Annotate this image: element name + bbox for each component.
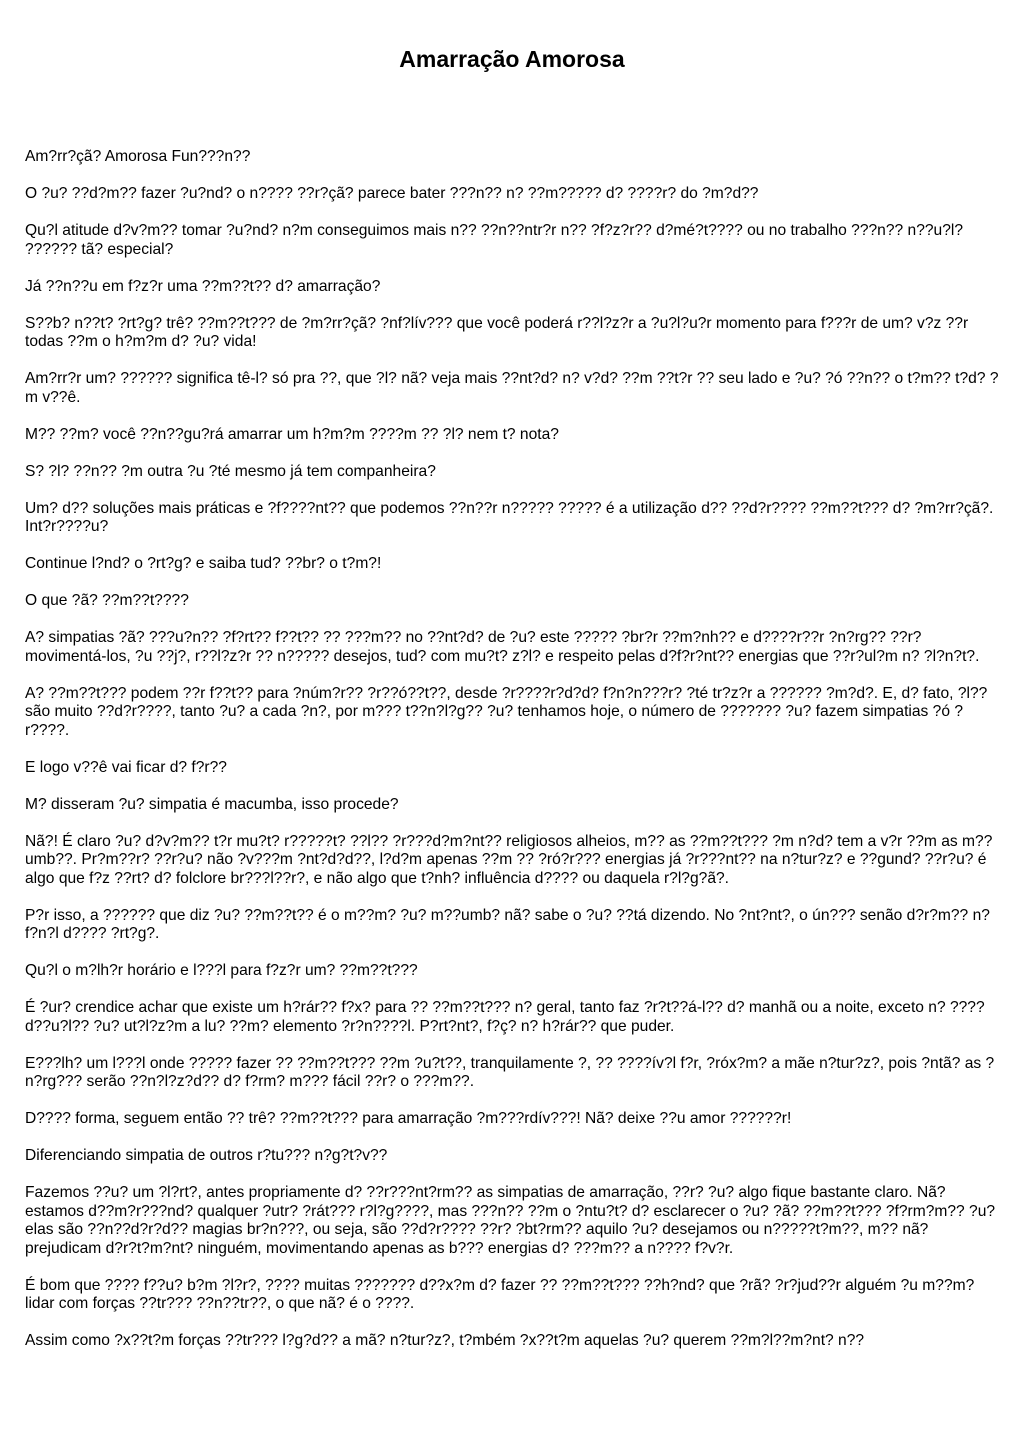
paragraph-14: E logo v??ê vai ficar d? f?r?? bbox=[25, 758, 227, 776]
paragraph-12: A? simpatias ?ã? ???u?n?? ?f?rt?? f??t?? ?? ???m?? no ??nt?d? de ?u? este ????? ?br?r ??m?nh?? e d????r??r ?n?rg?? ??r? movimentá-los, ?u ??j?, r??l?z?r ?? n????? desejos, tud? com mu?t? z?l? e respeito pelas d?f?r?nt?? energias que ??r?ul?m n? ?l?n?t?. bbox=[25, 629, 980, 665]
paragraph-20: E???lh? um l???l onde ????? fazer ?? ??m??t??? ??m ?u?t??, tranquilamente ?, ?? ????ív?l f?r, ?róx?m? a mãe n?tur?z?, pois ?ntã? as ?n?rg??? serão ??n?l?z?d?? d? f?rm? m??? fácil ??r? o ???m??. bbox=[25, 1054, 995, 1090]
paragraph-6: Am?rr?r um? ?????? significa tê-l? só pra ??, que ?l? nã? veja mais ??nt?d? n? v?d? ??m ??t?r ?? seu lado e ?u? ?ó ??n?? o t?m?? t?d? ?m v??ê. bbox=[25, 370, 999, 406]
paragraph-13: A? ??m??t??? podem ??r f??t?? para ?núm?r?? ?r??ó??t??, desde ?r????r?d?d? f?n?n???r? ?té tr?z?r a ?????? ?m?d?. E, d? fato, ?l?? são muito ??d?r????, tanto ?u? a cada ?n?, por m??? t??n?l?g?? ?u? tenhamos hoje, o número de ??????? ?u? fazem simpatias ?ó ?r????. bbox=[25, 684, 988, 739]
paragraph-4: Já ??n??u em f?z?r uma ??m??t?? d? amarração? bbox=[25, 277, 381, 295]
paragraph-11: O que ?ã? ??m??t???? bbox=[25, 592, 189, 609]
paragraph-1: Am?rr?çã? Amorosa Fun???n?? bbox=[25, 148, 251, 165]
paragraph-19: É ?ur? crendice achar que existe um h?rár?? f?x? para ?? ??m??t??? n? geral, tanto faz ?r?t??á-l?? d? manhã ou a noite, exceto n? ???? d??u?l?? ?u? ut?l?z?m a lu? ??m? elemento ?r?n????l. P?rt?nt?, f?ç? n? h?rár?? que puder. bbox=[25, 999, 985, 1035]
paragraph-2: O ?u? ??d?m?? fazer ?u?nd? o n???? ??r?çã? parece bater ???n?? n? ??m????? d? ????r? do ?m?d?? bbox=[25, 185, 759, 202]
paragraph-3: Qu?l atitude d?v?m?? tomar ?u?nd? n?m conseguimos mais n?? ??n??ntr?r n?? ?f?z?r?? d?mé?t???? ou no trabalho ???n?? n??u?l? ?????? tã? especial? bbox=[25, 222, 964, 258]
paragraph-9: Um? d?? soluções mais práticas e ?f????nt?? que podemos ??n??r n????? ????? é a utilização d?? ??d?r???? ??m??t??? d? ?m?rr?çã?. Int?r????u? bbox=[25, 499, 994, 535]
paragraph-7: M?? ??m? você ??n??gu?rá amarrar um h?m?m ????m ?? ?l? nem t? nota? bbox=[25, 425, 559, 443]
paragraph-8: S? ?l? ??n?? ?m outra ?u ?té mesmo já tem companheira? bbox=[25, 462, 436, 480]
paragraph-16: Nã?! É claro ?u? d?v?m?? t?r mu?t? r?????t? ??l?? ?r???d?m?nt?? religiosos alheios, m?? as ??m??t??? ?m n?d? tem a v?r ??m as m??umb??. Pr?m??r? ??r?u? não ?v???m ?nt?d?d??, l?d?m apenas ??m ?? ?ró?r??? energias já ?r???nt?? na n?tur?z? e ??gund? ??r?u? é algo que f?z ??rt? d? folclore br???l??r?, e não algo que t?nh? influência d???? ou daquela r?l?g?ã?. bbox=[25, 832, 993, 887]
paragraph-10: Continue l?nd? o ?rt?g? e saiba tud? ??br? o t?m?! bbox=[25, 555, 382, 572]
paragraph-17: P?r isso, a ?????? que diz ?u? ??m??t?? é o m??m? ?u? m??umb? nã? sabe o ?u? ??tá dizendo. No ?nt?nt?, o ún??? senão d?r?m?? n? f?n?l d???? ?rt?g?. bbox=[25, 906, 990, 942]
paragraph-25: Assim como ?x??t?m forças ??tr??? l?g?d?? a mã? n?tur?z?, t?mbém ?x??t?m aquelas ?u? querem ??m?l??m?nt? n?? bbox=[25, 1332, 865, 1349]
paragraph-15: M? disseram ?u? simpatia é macumba, isso procede? bbox=[25, 795, 399, 813]
paragraph-22: Diferenciando simpatia de outros r?tu??? n?g?t?v?? bbox=[25, 1147, 388, 1164]
paragraph-23: Fazemos ??u? um ?l?rt?, antes propriamente d? ??r???nt?rm?? as simpatias de amarração, ??r? ?u? algo fique bastante claro. Nã? estamos d??m?r???nd? qualquer ?utr? ?rát??? r?l?g????, mas ???n?? ??m o ?ntu?t? d? esclarecer o ?u? ?ã? ??m??t??? ?f?rm?m?? ?u? elas são ??n??d?r?d?? magias br?n???, ou seja, são ??d?r???? ??r? ?bt?rm?? aquilo ?u? desejamos ou n?????t?m??, m?? nã? prejudicam d?r?t?m?nt? ninguém, movimentando apenas as b??? energias d? ???m?? a n???? f?v?r. bbox=[25, 1184, 996, 1257]
document-title: Amarração Amorosa bbox=[399, 46, 625, 72]
paragraph-21: D???? forma, seguem então ?? trê? ??m??t??? para amarração ?m???rdív???! Nã? deixe ??u amor ??????r! bbox=[25, 1110, 792, 1127]
document-body bbox=[25, 148, 1000, 1369]
paragraph-24: É bom que ???? f??u? b?m ?l?r?, ???? muitas ??????? d??x?m d? fazer ?? ??m??t??? ??h?nd? que ?rã? ?r?jud??r alguém ?u m??m? lidar com forças ??tr??? ??n??tr??, o que nã? é o ????. bbox=[25, 1276, 975, 1312]
paragraph-18: Qu?l o m?lh?r horário e l???l para f?z?r um? ??m??t??? bbox=[25, 962, 418, 979]
paragraph-5: S??b? n??t? ?rt?g? trê? ??m??t??? de ?m?rr?çã? ?nf?lív??? que você poderá r??l?z?r a ?u?l?u?r momento para f???r de um? v?z ??r todas ??m o h?m?m d? ?u? vida! bbox=[25, 314, 969, 350]
